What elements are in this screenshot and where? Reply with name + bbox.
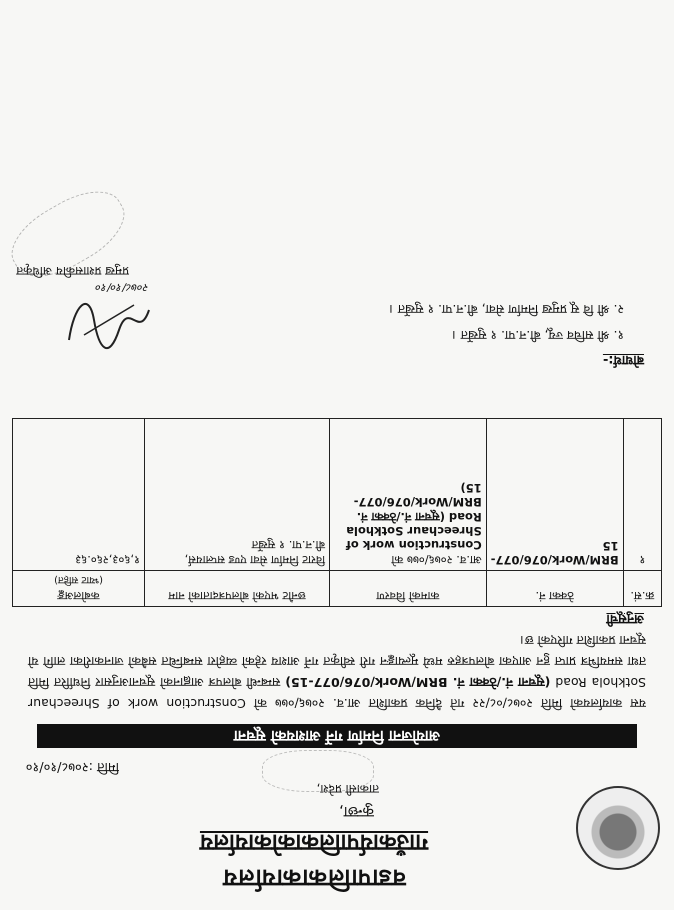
notice-body-rest: सम्बन्धी बोलपत्र आह्वानको सूचनाअनुसार निर्धारित मिति तथा समयभित्र प्राप्त हुन आएका बोलपत्रहरु मध्ये मूल्याङ्कन गरी स्वीकृत गर्ने आशय रहेको व्यहोरा सम्बन्धित सबैको जानकारीका लागि यो सूचना प्रकाशित गरिएको छ। (28, 633, 646, 690)
signature-scribble (64, 290, 154, 360)
document-date: मिति :२०७८/१०/१० (25, 759, 119, 774)
cc-line-1: १. श्री सचिव ज्यू, बी.न.पा. १ सुर्खेत । (452, 328, 624, 343)
cell-developer: विराट निर्माण सेवा एण्ड सप्लायर्स, बी.न.पा. १ सुर्खेत (145, 419, 330, 571)
notice-body (28, 630, 646, 714)
header-amount-label: कबोलअङ्क (57, 589, 100, 603)
header-work: कामको विवरण (330, 571, 487, 607)
office-stamp (262, 750, 374, 792)
table-row (13, 419, 662, 571)
header-amount-sub: (भ्याट सहित) (54, 574, 103, 585)
header-sn: क्र.सं. (623, 571, 661, 607)
notice-body-ref: (सूचना नं./ठेक्का नं. BRM/Work/076/077-15) (285, 675, 551, 690)
cell-sn: १ (623, 419, 661, 571)
office-address: ताकासी प्रदेश, (316, 782, 379, 796)
org-title: वडापालिकाकार्यालय (222, 864, 406, 892)
header-developer: छनौट भएको बोलपत्रदाताको नाम (145, 571, 330, 607)
cc-line-2: २. श्री वि सू प्रमुख निर्माण सेवा, बी.न.पा. १ सुर्खेत । (389, 302, 624, 317)
header-amount (13, 571, 145, 607)
cc-label: बोधार्थ:- (602, 352, 644, 367)
notice-body-intro: यस कार्यालयको मिति २०७८/०८/२२ गते दैनिक प्रकाशित आ.व. २०७६/०७७ को Construction work of Shreechaur Sotkhola Road (28, 675, 646, 711)
annex-label: अनुसूची (606, 611, 644, 626)
cell-work-fy: आ.व. २०७६/०७७ को (391, 553, 482, 567)
table-header-row (13, 571, 662, 607)
signature-date: २०७८/१०/१० (95, 281, 149, 294)
org-subtitle: गाउँकार्यपालिकाकोकार्यालय (199, 829, 429, 855)
header-contract-id: ठेक्का नं. (486, 571, 623, 607)
cell-amount: १,६०३,२६०.६३ (13, 419, 145, 571)
notice-title: आयोजना निर्माण गर्ने आशयको सूचना (37, 724, 637, 748)
cell-contract-id: BRM/Work/076/077-15 (486, 419, 623, 571)
emblem-seal (576, 786, 660, 870)
cell-work-road: Construction work of Shreechaur Sotkhola Road (सूचना नं./ठेक्का नं. BRM/Work/076/077-15) (345, 481, 482, 552)
cell-work (330, 419, 487, 571)
award-table (12, 418, 662, 607)
officer-name: प्रमुख प्रशासकीय अधिकृत (16, 264, 129, 278)
office-place: कुन्छा, (339, 803, 374, 821)
